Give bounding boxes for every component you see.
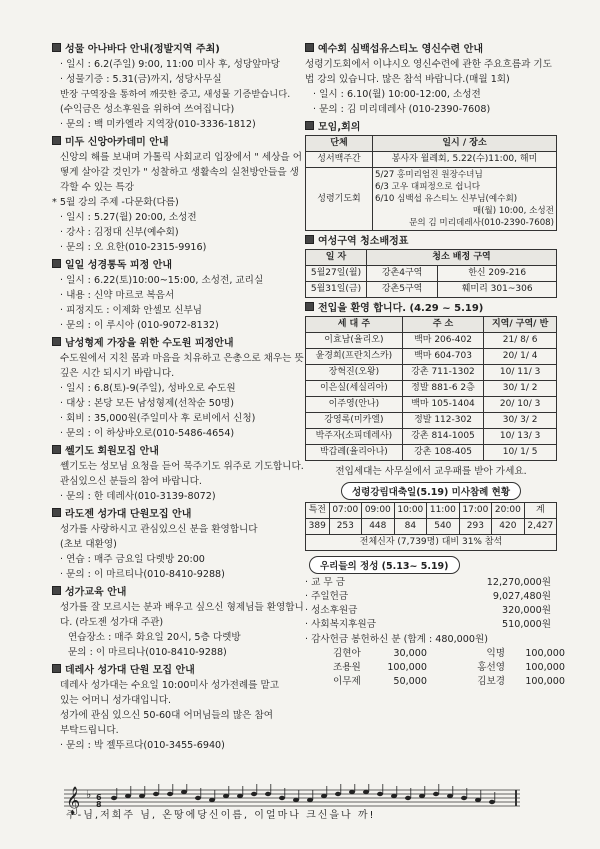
donor-name: 김보경 xyxy=(477,676,505,687)
table-cell: 강촌 814-1005 xyxy=(402,429,483,445)
note-head xyxy=(377,792,383,796)
jesuit-section xyxy=(305,42,557,117)
table-header-row xyxy=(306,317,557,333)
table-row xyxy=(306,397,557,413)
heading-text: 여성구역 청소배정표 xyxy=(318,236,409,247)
donor-row xyxy=(305,661,565,675)
info-line: · 문의 : 김 미리데레사 (010-2390-7608) xyxy=(313,104,491,115)
table-cell: 박갑례(율리아나) xyxy=(306,445,403,461)
note-head xyxy=(321,794,327,798)
table-row xyxy=(306,266,557,282)
info-line: (초보 대환영) xyxy=(60,539,117,550)
square-bullet-icon xyxy=(305,235,314,244)
donor-amount: 50,000 xyxy=(393,676,427,687)
table-row xyxy=(306,349,557,365)
offering-row xyxy=(305,576,557,590)
table-cell: 박주자(소피데레사) xyxy=(306,429,403,445)
donor-name: 조용원 xyxy=(333,662,361,673)
time-signature: 6 xyxy=(96,793,102,802)
note-head xyxy=(447,794,453,798)
info-line: 반장 구역장을 통하여 깨끗한 중고, 새성물 기증받습니다. xyxy=(60,89,291,100)
info-line: · 문의 : 이 마르티나(010-8410-9288) xyxy=(60,569,225,580)
offering-amount: 9,027,480원 xyxy=(492,591,551,602)
detail-line: 5/27 홍미리엄진 원장수녀님 xyxy=(375,170,483,180)
info-line: · 회비 : 35,000원(주일미사 후 로비에서 신청) xyxy=(60,413,256,424)
offering-row xyxy=(305,604,557,618)
section-heading xyxy=(52,336,307,351)
table-cell: 백마 105-1404 xyxy=(402,397,483,413)
table-cell: 백마 604-703 xyxy=(402,349,483,365)
info-line: (수익금은 성소후원을 위하여 쓰여집니다) xyxy=(60,104,235,115)
table-header: 11:00 xyxy=(427,503,460,519)
song-lyric: 주-님,저희주 님, 온땅에당신이름, 이얼마나 크신을나 까! xyxy=(66,810,376,821)
info-line: 성가에 관심 있으신 50-60대 어머님들의 많은 참여 xyxy=(60,710,273,721)
heading-text: 쎌기도 회원모집 안내 xyxy=(65,446,159,457)
table-cell: 10/ 1/ 5 xyxy=(484,445,557,461)
heading-text: 전입을 환영 합니다. (4.29 ~ 5.19) xyxy=(318,303,484,314)
table-cell: 강촌 711-1302 xyxy=(402,365,483,381)
info-line: · 일시 : 6.2(주일) 9:00, 11:00 미사 후, 성당앞마당 xyxy=(60,59,280,70)
note-head xyxy=(475,798,481,802)
square-bullet-icon xyxy=(305,302,314,311)
table-header: 일 자 xyxy=(306,250,367,266)
detail-line: 문의 김 미리데레사(010-2390-7608) xyxy=(409,218,554,228)
choir-edu-section xyxy=(52,585,307,660)
table-cell: 성서백주간 xyxy=(306,152,373,168)
note-head xyxy=(279,796,285,800)
ladonna-section xyxy=(52,507,307,582)
donor-name: 이무제 xyxy=(333,676,361,687)
body-text: 수도원에서 지친 몸과 마음을 치유하고 은총으로 채우는 뜻깊은 시간 되시기 바랍니다. xyxy=(60,353,304,379)
info-line: · 성물기증 : 5.31(금)까지, 성당사무실 xyxy=(60,74,222,85)
table-cell: 5월27일(월) xyxy=(306,266,367,282)
note-head xyxy=(209,798,215,802)
cleaning-section xyxy=(305,234,557,298)
attendance-summary: 전체신자 (7,739명) 대비 31% 참석 xyxy=(306,535,557,551)
table-header-row xyxy=(306,136,557,152)
offering-row xyxy=(305,618,557,632)
section-heading xyxy=(305,301,557,316)
table-cell: 강촌5구역 xyxy=(367,282,438,298)
info-line: · 일시 : 6.10(월) 10:00-12:00, 소성전 xyxy=(313,89,481,100)
attendance-table xyxy=(305,502,557,551)
offering-amount: 320,000원 xyxy=(502,605,551,616)
info-line: 데레사 성가대는 수요일 10:00미사 성가전례를 맡고 xyxy=(60,680,279,691)
body-text: 성령기도회에서 이냐시오 영신수련에 관한 주요흐름과 기도법 강의 있습니다. 많은 참석 바랍니다.(매월 1회) xyxy=(305,59,552,85)
section-heading xyxy=(305,234,557,249)
info-line: 있는 어머니 성가대입니다. xyxy=(60,695,172,706)
square-bullet-icon xyxy=(52,43,61,52)
table-cell: 20/ 10/ 3 xyxy=(484,397,557,413)
table-row xyxy=(306,519,557,535)
info-line: · 강사 : 김정대 신부(예수회) xyxy=(60,227,179,238)
table-header-row xyxy=(306,503,557,519)
cell-section xyxy=(52,444,307,504)
newcomers-table xyxy=(305,316,557,461)
newcomers-note: 전입세대는 사무실에서 교우패를 받아 가세요. xyxy=(335,466,527,477)
square-bullet-icon xyxy=(52,445,61,454)
table-row xyxy=(306,365,557,381)
section-heading xyxy=(52,258,307,273)
section-heading xyxy=(52,663,307,678)
academy-section xyxy=(52,135,307,255)
table-header: 20:00 xyxy=(492,503,525,519)
table-cell: 이효남(율리오) xyxy=(306,333,403,349)
note-head xyxy=(153,792,159,796)
note-head xyxy=(251,792,257,796)
info-line: · 문의 : 한 데레사(010-3139-8072) xyxy=(60,491,216,502)
info-line: · 일시 : 5.27(월) 20:00, 소성전 xyxy=(60,212,197,223)
table-header-row xyxy=(306,250,557,266)
table-cell: 정발 881-6 2층 xyxy=(402,381,483,397)
table-cell: 21/ 8/ 6 xyxy=(484,333,557,349)
note-head xyxy=(461,796,467,800)
square-bullet-icon xyxy=(52,259,61,268)
heading-text: 성물 아나바다 안내(정발지역 주최) xyxy=(65,44,220,55)
treble-clef-icon: 𝄞 xyxy=(66,786,81,814)
left-column xyxy=(52,42,307,756)
offering-label: · 교 무 금 xyxy=(305,577,346,588)
body-text: 쎌기도는 성모님 요청을 듣어 묵주기도 위주로 기도합니다. 관심있으신 분들의 참여 바랍니다. xyxy=(60,461,304,487)
table-cell: 강촌4구역 xyxy=(367,266,438,282)
section-heading xyxy=(52,585,307,600)
heading-text: 데레사 성가대 단원 모집 안내 xyxy=(65,665,195,676)
offering-label: · 주일헌금 xyxy=(305,591,349,602)
square-bullet-icon xyxy=(52,136,61,145)
info-line: · 일시 : 6.8(토)-9(주일), 성바오로 수도원 xyxy=(60,383,236,394)
info-line: 연습장소 : 매주 화요일 20시, 5층 다렛방 xyxy=(68,632,241,643)
sub-text: * 5월 강의 주제 -다문화(다름) xyxy=(52,197,179,208)
heading-text: 모임,회의 xyxy=(318,122,361,133)
info-line: 부탁드립니다. xyxy=(60,725,119,736)
table-header: 17:00 xyxy=(459,503,492,519)
attendance-section xyxy=(305,482,557,551)
donor-row xyxy=(305,647,565,661)
section-heading xyxy=(305,120,557,135)
square-bullet-icon xyxy=(305,121,314,130)
table-row xyxy=(306,333,557,349)
note-head xyxy=(195,796,201,800)
note-head xyxy=(139,794,145,798)
note-head xyxy=(237,794,243,798)
attendance-title-wrap xyxy=(305,482,557,500)
note-head xyxy=(433,792,439,796)
table-cell: 10/ 11/ 3 xyxy=(484,365,557,381)
table-cell: 10/ 13/ 3 xyxy=(484,429,557,445)
detail-line: 6/10 심백섭 유스티노 신부님(예수회) xyxy=(375,194,518,204)
offering-label: · 성소후원금 xyxy=(305,605,358,616)
section-heading xyxy=(305,42,557,57)
table-cell: 389 xyxy=(306,519,330,535)
table-header: 일시 / 장소 xyxy=(373,136,557,152)
note-head xyxy=(223,794,229,798)
bible-section xyxy=(52,258,307,333)
table-row xyxy=(306,282,557,298)
note-head xyxy=(111,796,117,800)
info-line: · 일시 : 6.22(토)10:00~15:00, 소성전, 교리실 xyxy=(60,275,264,286)
donor-amount: 100,000 xyxy=(387,662,427,673)
time-signature: 8 xyxy=(96,800,102,809)
table-header: 07:00 xyxy=(329,503,362,519)
offering-amount: 12,270,000원 xyxy=(486,577,551,588)
table-cell: 2,427 xyxy=(524,519,556,535)
mission-section xyxy=(52,42,307,132)
table-cell: 훼미리 301~306 xyxy=(438,282,557,298)
table-header: 세 대 주 xyxy=(306,317,403,333)
donor-amount: 100,000 xyxy=(525,648,565,659)
table-cell: 성령기도회 xyxy=(306,168,373,231)
heading-text: 일일 성경통독 피정 안내 xyxy=(65,260,173,271)
table-cell: 30/ 3/ 2 xyxy=(484,413,557,429)
table-header: 단체 xyxy=(306,136,373,152)
note-head xyxy=(167,792,173,796)
table-header: 계 xyxy=(524,503,556,519)
offering-row xyxy=(305,590,557,604)
attendance-title: 성령강림대축일(5.19) 미사참례 현황 xyxy=(341,482,521,500)
note-head xyxy=(181,790,187,794)
info-line: · 피정지도 : 이제화 안셀모 신부님 xyxy=(60,305,203,316)
detail-line: 매(월) 10:00, 소성전 xyxy=(472,206,554,216)
table-cell: 정발 112-302 xyxy=(402,413,483,429)
note-head xyxy=(405,796,411,800)
info-line: · 내용 : 신약 마르코 복음서 xyxy=(60,290,175,301)
table-row xyxy=(306,429,557,445)
table-header: 지역/ 구역/ 반 xyxy=(484,317,557,333)
donor-amount: 30,000 xyxy=(393,648,427,659)
table-header: 10:00 xyxy=(394,503,427,519)
fathers-section xyxy=(52,336,307,441)
note-head xyxy=(307,798,313,802)
square-bullet-icon xyxy=(305,43,314,52)
info-line: · 문의 : 이 하상바오로(010-5486-4654) xyxy=(60,428,235,439)
table-cell: 84 xyxy=(394,519,427,535)
table-cell: 30/ 1/ 2 xyxy=(484,381,557,397)
table-cell: 20/ 1/ 4 xyxy=(484,349,557,365)
square-bullet-icon xyxy=(52,664,61,673)
heading-text: 성가교육 안내 xyxy=(65,587,127,598)
offering-title: 우리들의 정성 (5.13~ 5.19) xyxy=(309,556,460,574)
table-cell: 윤경희(프란치스카) xyxy=(306,349,403,365)
heading-text: 미두 신앙아카데미 안내 xyxy=(65,137,169,148)
body-text: 신앙의 해를 보내며 가톨릭 사회교리 입장에서 " 세상을 어떻게 살아갈 것인가 " 성찰하고 생활속의 실천방안들을 생각할 수 있는 특강 xyxy=(60,152,302,193)
table-row xyxy=(306,413,557,429)
info-line: · 대상 : 본당 모든 남성형제(선착순 50명) xyxy=(60,398,235,409)
info-line: · 문의 : 백 미카엘라 지역장(010-3336-1812) xyxy=(60,119,256,130)
section-heading xyxy=(52,444,307,459)
table-cell: 5월31일(금) xyxy=(306,282,367,298)
table-header: 청소 배정 구역 xyxy=(367,250,557,266)
info-line: · 연습 : 매주 금요일 다렛방 20:00 xyxy=(60,554,205,565)
meetings-table xyxy=(305,135,557,231)
info-line: · 문의 : 이 루시아 (010-9072-8132) xyxy=(60,320,219,331)
note-head xyxy=(363,790,369,794)
note-head xyxy=(265,792,271,796)
table-cell: 강촌 108-405 xyxy=(402,445,483,461)
note-head xyxy=(349,790,355,794)
donor-name: 익명 xyxy=(486,648,505,659)
meetings-section xyxy=(305,120,557,231)
square-bullet-icon xyxy=(52,508,61,517)
info-line: · 문의 : 박 젤뚜르다(010-3455-6940) xyxy=(60,740,225,751)
offering-label: · 사회복지후원금 xyxy=(305,619,376,630)
thanks-heading: · 감사헌금 봉헌하신 분 (합계 : 480,000원) xyxy=(305,634,488,645)
donor-amount: 100,000 xyxy=(525,676,565,687)
square-bullet-icon xyxy=(52,337,61,346)
offering-amount: 510,000원 xyxy=(502,619,551,630)
flat-icon: ♭ xyxy=(86,788,92,801)
table-cell: 장혁진(오왕) xyxy=(306,365,403,381)
section-heading xyxy=(52,507,307,522)
table-row xyxy=(306,152,557,168)
heading-text: 예수회 심백섭유스티노 영신수련 안내 xyxy=(318,44,484,55)
detail-line: 6/3 고우 대피정으로 쉽니다 xyxy=(375,182,481,192)
note-head xyxy=(335,792,341,796)
info-line: · 문의 : 오 요한(010-2315-9916) xyxy=(60,242,207,253)
table-header: 09:00 xyxy=(362,503,395,519)
table-cell: 540 xyxy=(427,519,460,535)
table-cell: 이주영(안나) xyxy=(306,397,403,413)
table-row xyxy=(306,381,557,397)
note-head xyxy=(489,800,495,804)
note-head xyxy=(391,794,397,798)
table-cell: 448 xyxy=(362,519,395,535)
newcomers-section xyxy=(305,301,557,479)
cleaning-table xyxy=(305,249,557,298)
square-bullet-icon xyxy=(52,586,61,595)
table-row xyxy=(306,168,557,231)
body-text: 성가를 잘 모르시는 분과 배우고 싶으신 형제님들 환영합니다. (라도젠 성가대 주관) xyxy=(60,602,304,628)
note-head xyxy=(419,794,425,798)
table-cell: 강영록(미카엘) xyxy=(306,413,403,429)
info-line: 문의 : 이 마르티나(010-8410-9288) xyxy=(68,647,227,658)
offering-title-wrap xyxy=(309,556,557,574)
note-head xyxy=(125,794,131,798)
table-cell: 백마 206-402 xyxy=(402,333,483,349)
table-cell: 420 xyxy=(492,519,525,535)
heading-text: 남성형제 가장을 위한 수도원 피정안내 xyxy=(65,338,234,349)
teresa-section xyxy=(52,663,307,753)
table-header: 특전 xyxy=(306,503,330,519)
table-cell: 293 xyxy=(459,519,492,535)
table-row xyxy=(306,535,557,551)
section-heading xyxy=(52,135,307,150)
table-row xyxy=(306,445,557,461)
heading-text: 라도젠 성가대 단원모집 안내 xyxy=(65,509,192,520)
table-cell: 한신 209-216 xyxy=(438,266,557,282)
table-cell: 253 xyxy=(329,519,362,535)
right-column xyxy=(305,42,565,692)
section-heading xyxy=(52,42,307,57)
donor-name: 홍선영 xyxy=(477,662,505,673)
donor-row xyxy=(305,675,565,689)
note-head xyxy=(293,798,299,802)
table-cell: 이은실(세실리아) xyxy=(306,381,403,397)
table-cell: 봉사자 월례회, 5.22(수)11:00, 해미 xyxy=(373,152,557,168)
table-cell xyxy=(373,168,557,231)
info-line: 성가를 사랑하시고 관심있으신 분을 환영합니다 xyxy=(60,524,258,535)
table-header: 주 소 xyxy=(402,317,483,333)
donor-name: 김현아 xyxy=(333,648,361,659)
offering-section xyxy=(305,556,565,689)
donor-amount: 100,000 xyxy=(525,662,565,673)
